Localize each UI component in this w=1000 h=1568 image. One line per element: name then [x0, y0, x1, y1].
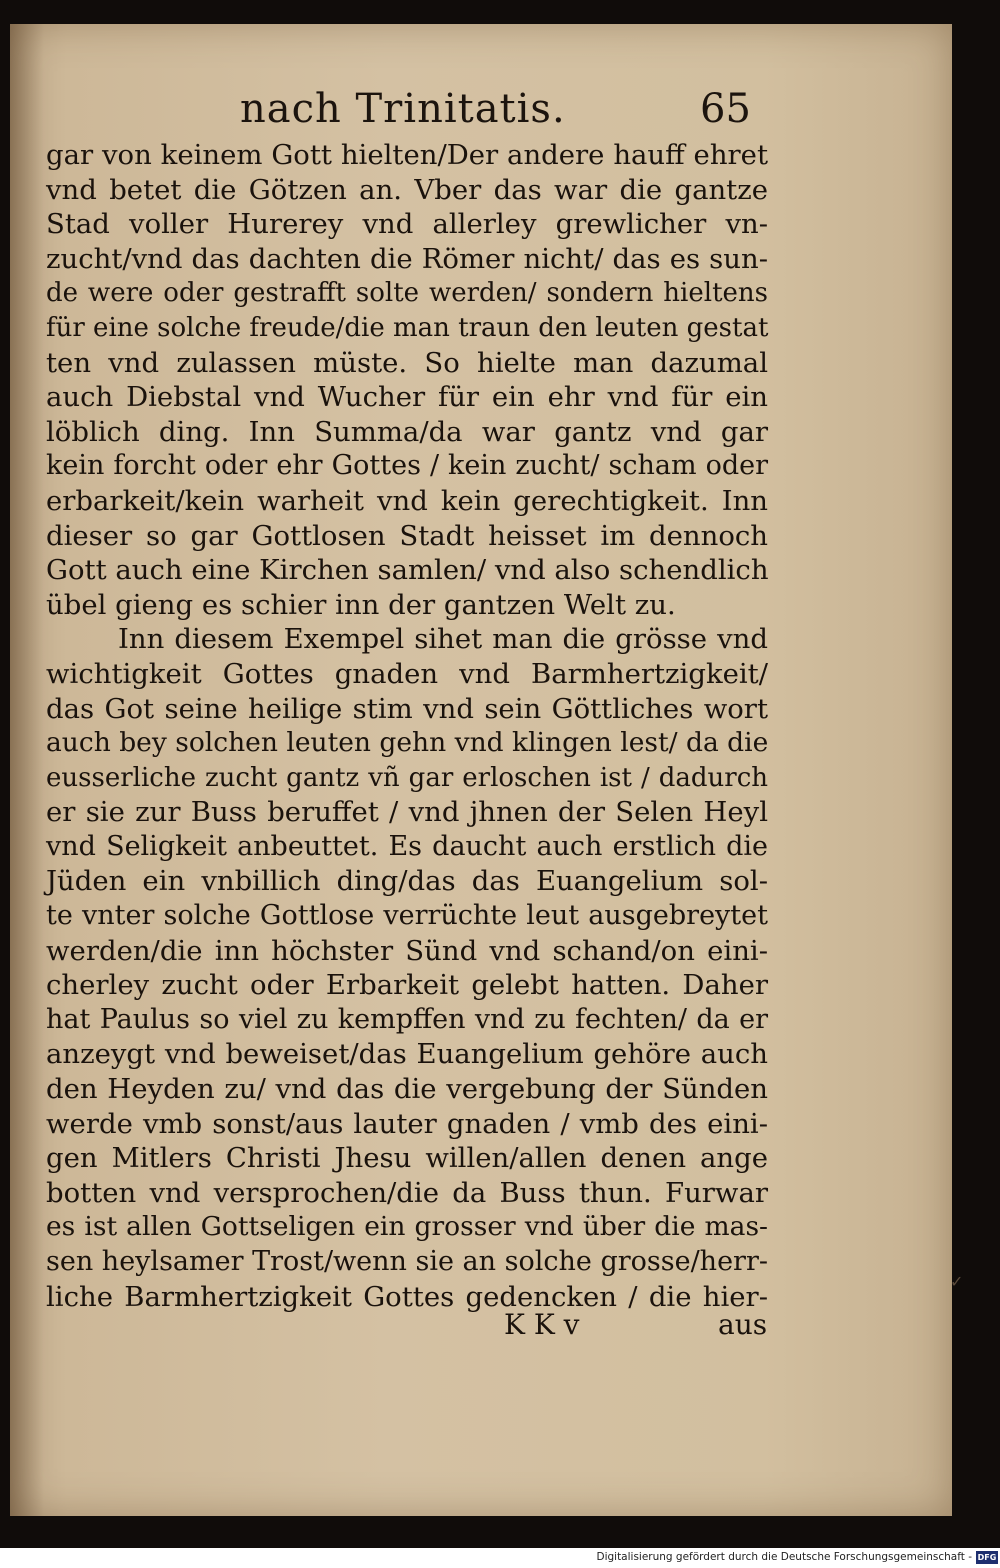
running-title: nach Trinitatis. — [240, 86, 566, 132]
text-line: Jüden ein vnbillich ding/das das Euangelium sol- — [46, 865, 768, 898]
text-line: Gott auch eine Kirchen samlen/ vnd also schendlich — [46, 554, 769, 587]
text-line: botten vnd versprochen/die da Buss thun. Furwar — [46, 1176, 768, 1209]
text-line: de were oder gestrafft solte werden/ sondern hieltens — [46, 278, 768, 309]
page-foot — [10, 1308, 952, 1348]
text-line: übel gieng es schier inn der gantzen Welt zu. — [46, 588, 676, 621]
text-line: er sie zur Buss beruffet / vnd jhnen der Selen Heyl — [46, 796, 768, 829]
text-line: werde vmb sonst/aus lauter gnaden / vmb des eini- — [46, 1107, 768, 1140]
dfg-logo: DFG — [977, 1553, 997, 1562]
page-header — [10, 86, 952, 142]
book-page — [10, 24, 952, 1516]
text-line-paragraph-start: Inn diesem Exempel sihet man die grösse vnd — [118, 623, 768, 656]
catchword: aus — [718, 1308, 768, 1341]
text-line: den Heyden zu/ vnd das die vergebung der Sünden — [46, 1073, 768, 1106]
text-line: gen Mitlers Christi Jhesu willen/allen denen ange — [46, 1142, 768, 1175]
signature-mark: K K v — [504, 1308, 580, 1341]
margin-mark-icon: ✓ — [950, 1272, 964, 1291]
text-line: sen heylsamer Trost/wenn sie an solche grosse/herr- — [46, 1246, 768, 1277]
text-line: das Got seine heilige stim vnd sein Göttliches wort — [46, 692, 768, 725]
text-line: Stad voller Hurerey vnd allerley grewlicher vn- — [46, 208, 768, 241]
text-line: ten vnd zulassen müste. So hielte man dazumal — [46, 346, 768, 379]
text-line: hat Paulus so viel zu kempffen vnd zu fechten/ da er — [46, 1003, 768, 1035]
text-line: es ist allen Gottseligen ein grosser vnd über die mas- — [46, 1211, 768, 1243]
text-line: dieser so gar Gottlosen Stadt heisset im dennoch — [46, 519, 768, 552]
body-text — [46, 138, 768, 1314]
text-line: te vnter solche Gottlose verrüchte leut ausgebreytet — [46, 900, 768, 932]
footer-bar — [0, 1548, 1000, 1568]
text-line: eusserliche zucht gantz vñ gar erloschen ist / dadurch — [46, 762, 768, 793]
text-line: werden/die inn höchster Sünd vnd schand/on eini- — [46, 934, 768, 967]
text-line: auch Diebstal vnd Wucher für ein ehr vnd für ein — [46, 381, 768, 414]
text-line: zucht/vnd das dachten die Römer nicht/ das es sun- — [46, 242, 768, 275]
text-line: auch bey solchen leuten gehn vnd klingen lest/ da die — [46, 727, 769, 759]
text-line: cherley zucht oder Erbarkeit gelebt hatten. Daher — [46, 969, 768, 1002]
text-line: gar von keinem Gott hielten/Der andere hauff ehret — [46, 139, 768, 171]
page-number: 65 — [700, 86, 751, 132]
text-line: löblich ding. Inn Summa/da war gantz vnd gar — [46, 415, 768, 448]
text-line: liche Barmhertzigkeit Gottes gedencken / die hier- — [46, 1280, 768, 1313]
text-line: vnd Seligkeit anbeuttet. Es daucht auch erstlich die — [46, 830, 768, 862]
text-line: wichtigkeit Gottes gnaden vnd Barmhertzigkeit/ — [46, 657, 768, 690]
text-line: vnd betet die Götzen an. Vber das war die gantze — [46, 173, 768, 206]
funding-credit: Digitalisierung gefördert durch die Deutsche Forschungsgemeinschaft - — [596, 1551, 972, 1563]
text-line: erbarkeit/kein warheit vnd kein gerechtigkeit. Inn — [46, 484, 768, 517]
text-line: kein forcht oder ehr Gottes / kein zucht/ scham oder — [46, 450, 768, 482]
text-line: für eine solche freude/die man traun den leuten gestat — [46, 312, 769, 343]
text-line: anzeygt vnd beweiset/das Euangelium gehöre auch — [46, 1038, 768, 1071]
